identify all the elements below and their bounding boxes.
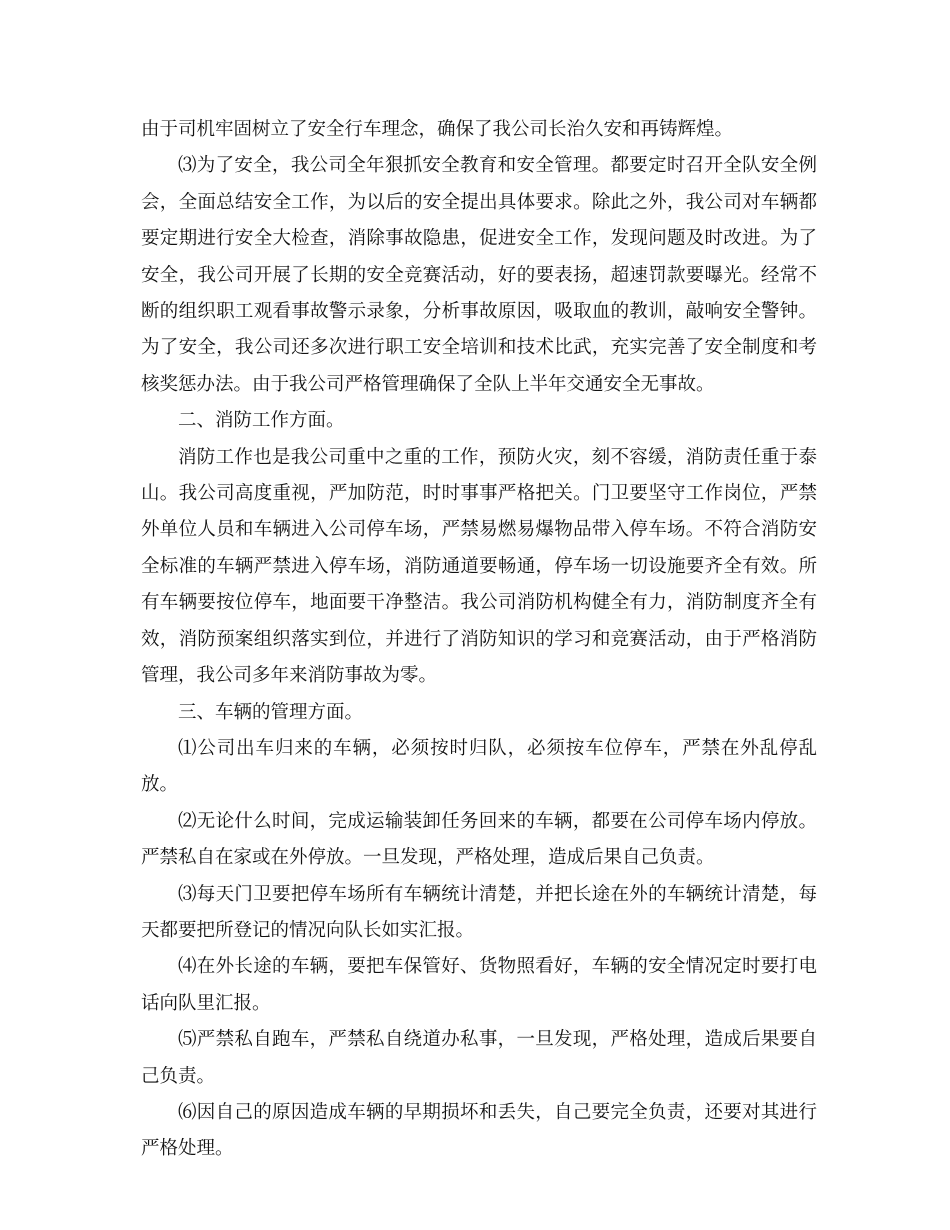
paragraph-continuation: 由于司机牢固树立了安全行车理念，确保了我公司长治久安和再铸辉煌。 — [141, 119, 734, 140]
list-item-rule-4: ⑷在外长途的车辆，要把车保管好、货物照看好，车辆的安全情况定时要打电话向队里汇报。 — [141, 956, 817, 1014]
list-item-rule-6: ⑹因自己的原因造成车辆的早期损坏和丢失，自己要完全负责，还要对其进行严格处理。 — [141, 1101, 817, 1160]
paragraph-fire-safety: 消防工作也是我公司重中之重的工作，预防火灾，刻不容缓，消防责任重于泰山。我公司高度重视，严加防范，时时事事严格把关。门卫要坚守工作岗位，严禁外单位人员和车辆进入公司停车场，严禁易燃易爆物品带入停车场。不符合消防安全标准的车辆严禁进入停车场，消防通道要畅通，停车场一切设施要齐全有效。所有车辆要按位停车，地面要干净整洁。我公司消防机构健全有力，消防制度齐全有效，消防预案组织落实到位，并进行了消防知识的学习和竞赛活动，由于严格消防管理，我公司多年来消防事故为零。 — [141, 446, 817, 687]
paragraph-safety-management: ⑶为了安全，我公司全年狠抓安全教育和安全管理。都要定时召开全队安全例会，全面总结安全工作，为以后的安全提出具体要求。除此之外，我公司对车辆都要定期进行安全大检查，消除事故隐患，促进安全工作，发现问题及时改进。为了安全，我公司开展了长期的安全竞赛活动，好的要表扬，超速罚款要曝光。经常不断的组织职工观看事故警示录象，分析事故原因，吸取血的教训，敲响安全警钟。为了安全，我公司还多次进行职工安全培训和技术比武，充实完善了安全制度和考核奖惩办法。由于我公司严格管理确保了全队上半年交通安全无事故。 — [141, 155, 817, 395]
list-item-rule-2: ⑵无论什么时间，完成运输装卸任务回来的车辆，都要在公司停车场内停放。严禁私自在家或在外停放。一旦发现，严格处理，造成后果自己负责。 — [141, 810, 817, 869]
document-body — [141, 112, 817, 1168]
list-item-rule-3: ⑶每天门卫要把停车场所有车辆统计清楚，并把长途在外的车辆统计清楚，每天都要把所登记的情况向队长如实汇报。 — [141, 883, 817, 941]
list-item-rule-5: ⑸严禁私自跑车，严禁私自绕道办私事，一旦发现，严格处理，造成后果要自己负责。 — [141, 1029, 817, 1087]
section-heading-vehicle-management: 三、车辆的管理方面。 — [178, 701, 364, 723]
section-heading-fire-safety: 二、消防工作方面。 — [178, 410, 345, 432]
list-item-rule-1: ⑴公司出车归来的车辆，必须按时归队，必须按车位停车，严禁在外乱停乱放。 — [141, 737, 817, 796]
